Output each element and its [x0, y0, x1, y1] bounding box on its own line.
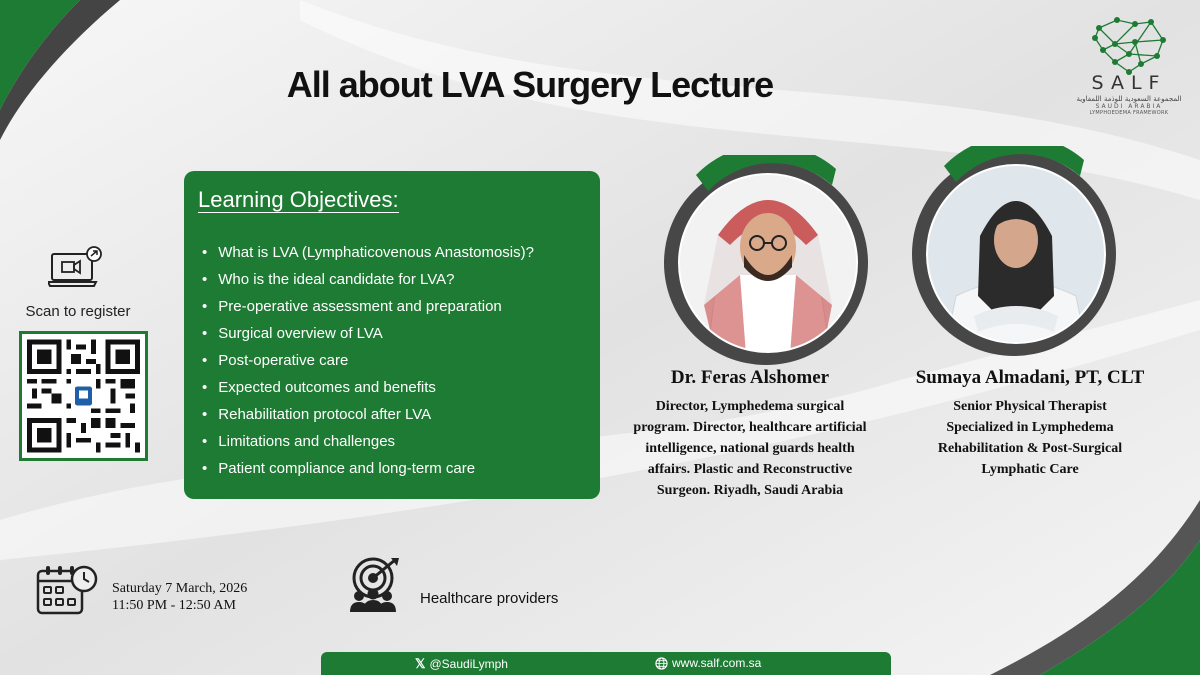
objective-item: • Who is the ideal candidate for LVA?: [202, 266, 534, 293]
page-title: All about LVA Surgery Lecture: [286, 64, 774, 105]
speaker-name: Dr. Feras Alshomer: [670, 367, 830, 388]
social-handle[interactable]: 𝕏 @SaudiLymph: [415, 656, 508, 671]
website-link[interactable]: www.salf.com.sa: [655, 656, 761, 670]
objective-item: • Pre-operative assessment and preparation: [202, 293, 534, 320]
logo-subtitle: SAUDI ARABIA: [1095, 103, 1163, 110]
objective-item: • Patient compliance and long-term care: [202, 455, 534, 482]
speaker-photo-feras: [656, 155, 870, 365]
objective-item: • Limitations and challenges: [202, 428, 534, 455]
target-audience: Healthcare providers: [420, 590, 559, 607]
learning-objectives-panel: [184, 171, 600, 499]
event-time: 11:50 PM - 12:50 AM: [112, 598, 236, 613]
video-call-icon: [48, 244, 104, 290]
x-logo-icon: 𝕏: [415, 656, 426, 671]
speaker-name: Sumaya Almadani, PT, CLT: [915, 367, 1145, 388]
objective-item: • Surgical overview of LVA: [202, 320, 534, 347]
footer-bar: [321, 652, 891, 675]
logo-tagline: LYMPHOEDEMA FRAMEWORK: [1089, 110, 1169, 116]
event-date: Saturday 7 March, 2026: [112, 581, 248, 596]
objectives-heading: Learning Objectives:: [198, 187, 399, 212]
salf-logo: [1074, 14, 1184, 124]
qr-code-pattern: [22, 334, 145, 458]
speaker-description: Senior Physical Therapist Specialized in Lymphedema Rehabilitation & Post-Surgical Lymphatic Care: [937, 399, 1123, 477]
globe-icon: [655, 657, 668, 670]
objective-item: • Expected outcomes and benefits: [202, 374, 534, 401]
saudi-map-network-icon: [1089, 14, 1169, 76]
target-audience-icon: [347, 556, 403, 614]
calendar-clock-icon: [36, 563, 98, 615]
objective-item: • Post-operative care: [202, 347, 534, 374]
registration-qr-code[interactable]: [19, 331, 148, 461]
scan-to-register-label: Scan to register: [25, 303, 131, 320]
speaker-description: Director, Lymphedema surgical program. Director, healthcare artificial intelligence, national guards health affairs. Plastic and Reconstructive Surgeon. Riyadh, Saudi Arabia: [633, 399, 867, 498]
objective-item: • What is LVA (Lymphaticovenous Anastomosis)?: [202, 239, 534, 266]
logo-arabic-text: المجموعة السعودية للوذمة اللمفاوية: [1076, 95, 1182, 103]
event-datetime: [112, 580, 247, 614]
objective-item: • Rehabilitation protocol after LVA: [202, 401, 534, 428]
speaker-photo-sumaya: [904, 146, 1118, 356]
objectives-list: [202, 239, 534, 482]
logo-name: SALF: [1091, 72, 1167, 94]
